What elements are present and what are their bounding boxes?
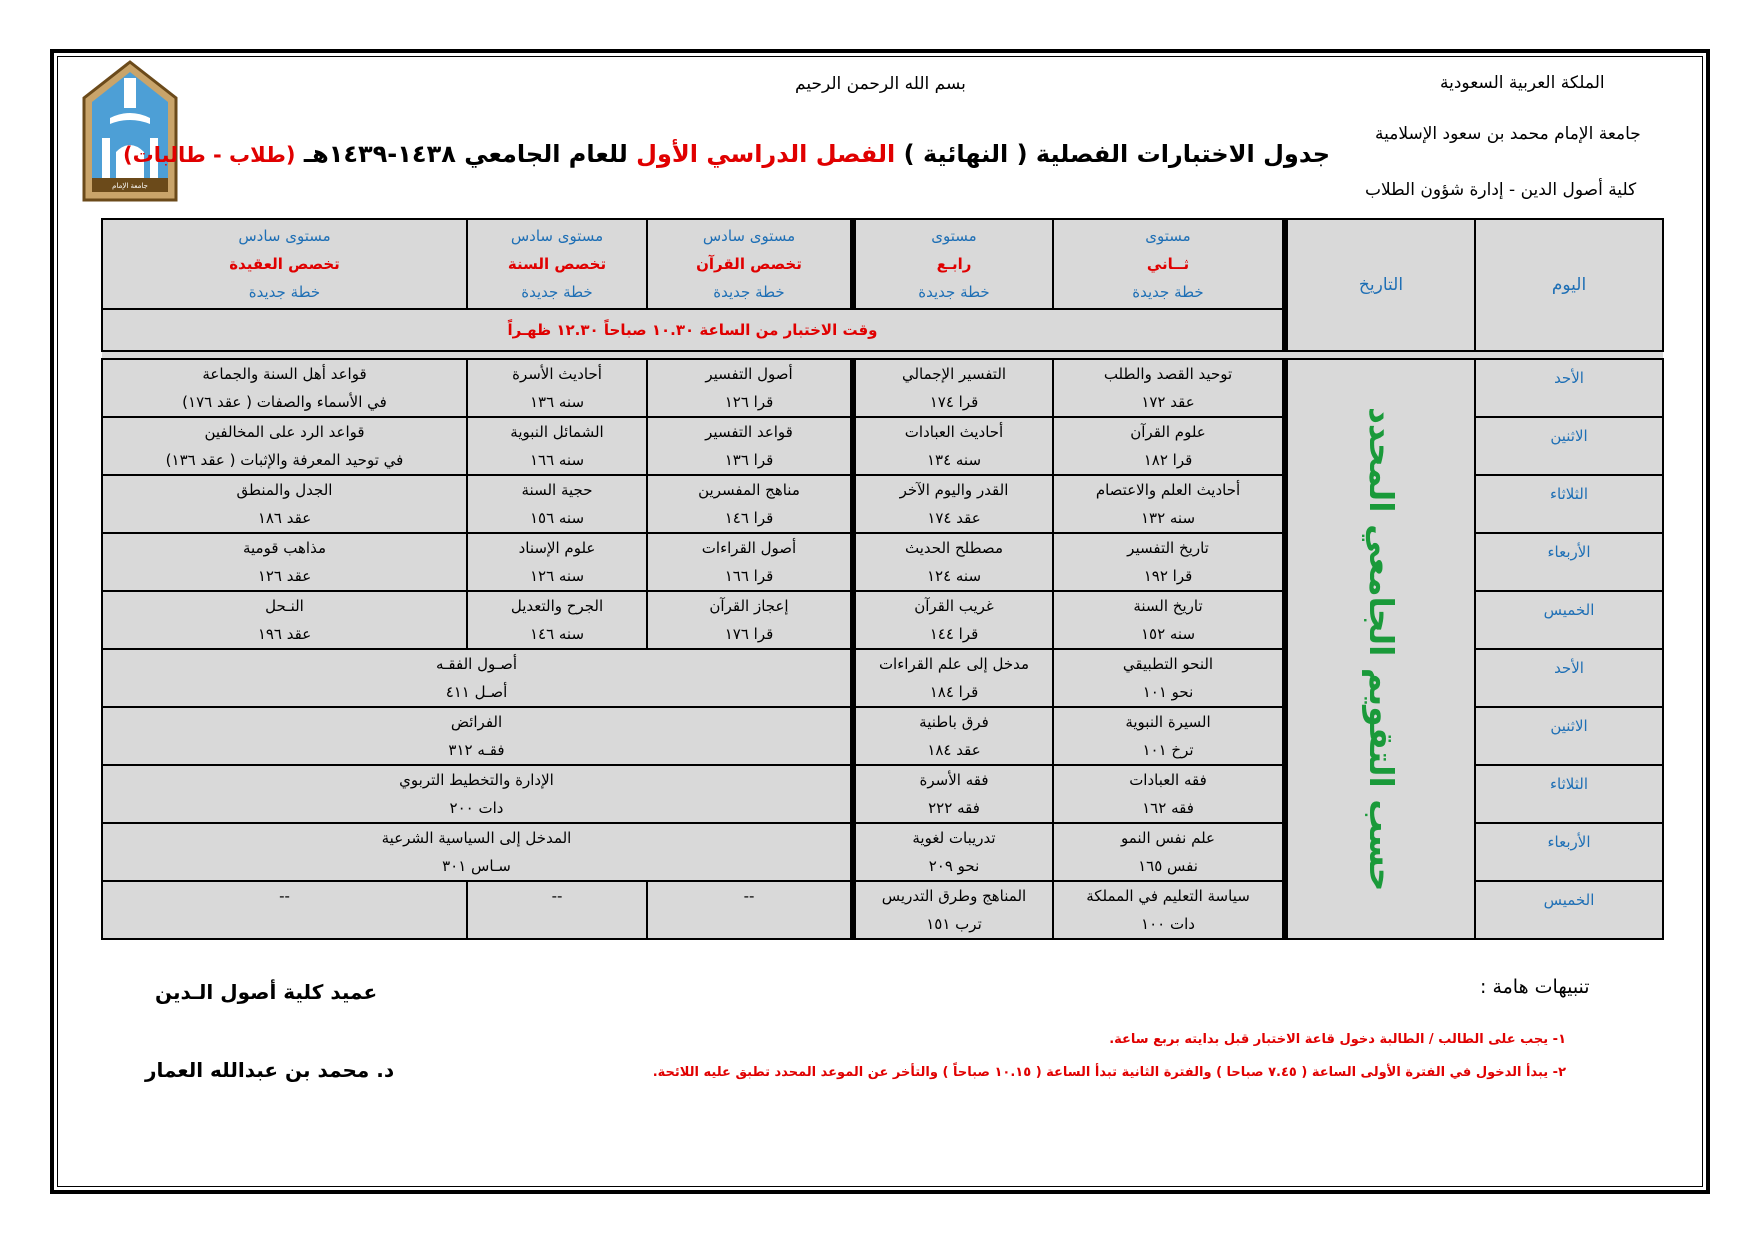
day-cell: الثلاثاء bbox=[1475, 765, 1663, 823]
level4-header bbox=[853, 219, 1053, 309]
course-name: مدخل إلى علم القراءات bbox=[878, 655, 1030, 673]
course-code: عقد ١٨٤ bbox=[927, 741, 981, 759]
aqeedah-l1: مستوى سادس bbox=[238, 227, 331, 245]
exam-cell bbox=[853, 359, 1053, 417]
course-code: ترب ١٥١ bbox=[926, 915, 982, 933]
course-name: أصـول الفقـه bbox=[435, 655, 518, 673]
exam-cell bbox=[853, 475, 1053, 533]
page-title bbox=[123, 140, 1330, 168]
course-name: التفسير الإجمالي bbox=[901, 365, 1007, 383]
exam-cell bbox=[102, 591, 467, 649]
course-name: فرق باطنية bbox=[919, 713, 989, 731]
course-name: السيرة النبوية bbox=[1125, 713, 1211, 731]
course-code: في الأسماء والصفات ( عقد ١٧٦) bbox=[182, 393, 387, 411]
course-code: دات ٢٠٠ bbox=[449, 799, 504, 817]
course-name: أحاديث الأسرة bbox=[512, 365, 602, 383]
exam-cell bbox=[467, 359, 647, 417]
dean-name: د. محمد بن عبدالله العمار bbox=[145, 1058, 395, 1082]
exam-cell bbox=[467, 533, 647, 591]
note-2: ٢- يبدأ الدخول في الفترة الأولى الساعة ( ٧.٤٥ صباحا ) والفترة الثانية تبدأ الساعة ( ١٠.١٥ صباحاً ) والتأخر عن الموعد المحدد تطبق عليه اللائحة. bbox=[652, 1065, 1566, 1080]
exam-cell bbox=[853, 417, 1053, 475]
course-name: علوم القرآن bbox=[1130, 423, 1206, 441]
exam-cell bbox=[853, 881, 1053, 939]
country-label: الملكة العربية السعودية bbox=[1440, 73, 1605, 93]
day-header: اليوم bbox=[1475, 219, 1663, 351]
aqeedah-l3: خطة جديدة bbox=[248, 283, 321, 301]
exam-cell bbox=[853, 533, 1053, 591]
quran-l2: تخصص القرآن bbox=[696, 255, 802, 273]
course-code: قرا ١٤٦ bbox=[724, 509, 774, 527]
sunnah-l3: خطة جديدة bbox=[521, 283, 593, 301]
course-code: قرا ١٨٤ bbox=[929, 683, 979, 701]
course-code: سنه ١٣٢ bbox=[1140, 509, 1196, 527]
course-name: تدريبات لغوية bbox=[912, 829, 996, 847]
course-code: قرا ١٢٦ bbox=[724, 393, 774, 411]
exam-time-bar: وقت الاختبار من الساعة ١٠.٣٠ صباحاً ١٢.٣٠ ظهـراً bbox=[102, 309, 1285, 351]
exam-cell bbox=[647, 475, 853, 533]
course-name: سياسة التعليم في المملكة bbox=[1086, 887, 1250, 905]
exam-cell bbox=[1053, 475, 1285, 533]
exam-cell bbox=[853, 591, 1053, 649]
title-part2: الفصل الدراسي الأول bbox=[636, 140, 896, 168]
course-code: سـاس ٣٠١ bbox=[442, 857, 511, 875]
course-code: فقه ٢٢٢ bbox=[928, 799, 980, 817]
course-name: الإدارة والتخطيط التربوي bbox=[399, 771, 554, 789]
course-code: قرا ١٦٦ bbox=[724, 567, 774, 585]
day-cell: الاثنين bbox=[1475, 707, 1663, 765]
quran-l3: خطة جديدة bbox=[713, 283, 785, 301]
exam-cell-empty: -- bbox=[647, 881, 853, 939]
exam-cell bbox=[1053, 765, 1285, 823]
exam-cell bbox=[1053, 823, 1285, 881]
exam-cell bbox=[853, 649, 1053, 707]
notes-heading: تنبيهات هامة : bbox=[1480, 976, 1590, 998]
exam-cell bbox=[467, 591, 647, 649]
date-cell bbox=[1285, 359, 1475, 939]
course-name: إعجاز القرآن bbox=[709, 597, 789, 615]
course-code: سنه ١٦٦ bbox=[529, 451, 585, 469]
university-label: جامعة الإمام محمد بن سعود الإسلامية bbox=[1375, 124, 1641, 144]
course-name: المناهج وطرق التدريس bbox=[881, 887, 1027, 905]
course-name: علوم الإسناد bbox=[518, 539, 596, 557]
course-name: فقه الأسرة bbox=[919, 771, 989, 789]
course-code: سنه ١٢٦ bbox=[529, 567, 585, 585]
aqeedah-l2: تخصص العقيدة bbox=[229, 255, 340, 273]
exam-cell bbox=[853, 765, 1053, 823]
course-name: الشمائل النبوية bbox=[510, 423, 604, 441]
course-code: عقد ١٨٦ bbox=[257, 509, 312, 527]
course-code: عقد ١٧٤ bbox=[927, 509, 981, 527]
day-cell: الثلاثاء bbox=[1475, 475, 1663, 533]
course-name: تاريخ التفسير bbox=[1127, 539, 1209, 557]
course-code: سنه ١٣٤ bbox=[926, 451, 982, 469]
date-vertical-text: حسب التقويم الجامعي المحدد bbox=[1362, 406, 1401, 892]
title-part3: للعام الجامعي ١٤٣٨-١٤٣٩هـ bbox=[303, 140, 628, 168]
exam-cell-merged bbox=[102, 707, 853, 765]
course-name: الجرح والتعديل bbox=[510, 597, 604, 615]
exam-cell bbox=[853, 823, 1053, 881]
quran-header bbox=[647, 219, 853, 309]
aqeedah-header bbox=[102, 219, 467, 309]
sunnah-l1: مستوى سادس bbox=[510, 227, 604, 245]
university-logo bbox=[80, 60, 180, 205]
header-row bbox=[102, 219, 1663, 309]
note-1: ١- يجب على الطالب / الطالبة دخول قاعة الاختبار قبل بدايته بربع ساعة. bbox=[1109, 1032, 1566, 1047]
quran-l1: مستوى سادس bbox=[702, 227, 796, 245]
course-code: نحو ٢٠٩ bbox=[928, 857, 980, 875]
course-name: فقه العبادات bbox=[1129, 771, 1207, 789]
course-name: المدخل إلى السياسية الشرعية bbox=[381, 829, 572, 847]
sunnah-l2: تخصص السنة bbox=[507, 255, 607, 273]
level2-header bbox=[1053, 219, 1285, 309]
exam-cell bbox=[1053, 533, 1285, 591]
course-code: قرا ١٨٢ bbox=[1143, 451, 1193, 469]
exam-cell bbox=[647, 591, 853, 649]
basmala: بسم الله الرحمن الرحيم bbox=[795, 74, 966, 94]
level4-l3: خطة جديدة bbox=[918, 283, 990, 301]
exam-cell bbox=[102, 475, 467, 533]
course-code: ترخ ١٠١ bbox=[1142, 741, 1194, 759]
course-code: نحو ١٠١ bbox=[1142, 683, 1194, 701]
day-cell: الخميس bbox=[1475, 881, 1663, 939]
exam-schedule-table bbox=[101, 218, 1664, 940]
exam-cell-empty: -- bbox=[102, 881, 467, 939]
exam-cell bbox=[1053, 359, 1285, 417]
course-name: مصطلح الحديث bbox=[905, 539, 1003, 557]
course-name: حجية السنة bbox=[521, 481, 593, 499]
course-code: في توحيد المعرفة والإثبات ( عقد ١٣٦) bbox=[165, 451, 404, 469]
exam-cell bbox=[647, 359, 853, 417]
exam-cell bbox=[102, 359, 467, 417]
course-code: سنه ١٥٦ bbox=[529, 509, 585, 527]
course-name: النـحل bbox=[265, 597, 304, 615]
course-code: أصـل ٤١١ bbox=[445, 683, 508, 701]
course-name: توحيد القصد والطلب bbox=[1103, 365, 1233, 383]
course-code: سنه ١٣٦ bbox=[529, 393, 585, 411]
course-code: سنه ١٢٤ bbox=[926, 567, 982, 585]
course-name: غريب القرآن bbox=[914, 597, 994, 615]
course-code: قرا ١٤٤ bbox=[929, 625, 979, 643]
course-name: القدر واليوم الآخر bbox=[899, 481, 1009, 499]
exam-cell bbox=[1053, 707, 1285, 765]
course-code: قرا ١٩٢ bbox=[1143, 567, 1193, 585]
course-code: فقه ١٦٢ bbox=[1142, 799, 1194, 817]
exam-cell-empty: -- bbox=[467, 881, 647, 939]
day-cell: الأربعاء bbox=[1475, 823, 1663, 881]
course-code: عقد ١٩٦ bbox=[257, 625, 312, 643]
course-code: نفس ١٦٥ bbox=[1138, 857, 1198, 875]
dean-title: عميد كلية أصول الـدين bbox=[155, 980, 378, 1004]
course-name: علم نفس النمو bbox=[1120, 829, 1215, 847]
course-code: فقـه ٣١٢ bbox=[448, 741, 505, 759]
exam-cell bbox=[1053, 591, 1285, 649]
exam-cell bbox=[102, 533, 467, 591]
exam-cell-merged bbox=[102, 765, 853, 823]
level2-l2: ثــاني bbox=[1146, 255, 1190, 273]
exam-cell-merged bbox=[102, 823, 853, 881]
course-name: قواعد أهل السنة والجماعة bbox=[202, 365, 367, 383]
course-code: عقد ١٢٦ bbox=[257, 567, 312, 585]
course-name: أحاديث العلم والاعتصام bbox=[1095, 481, 1241, 499]
exam-cell bbox=[853, 707, 1053, 765]
spacer-row bbox=[102, 351, 1663, 359]
exam-cell bbox=[1053, 417, 1285, 475]
course-name: قواعد الرد على المخالفين bbox=[204, 423, 365, 441]
course-name: مناهج المفسرين bbox=[698, 481, 800, 499]
day-cell: الاثنين bbox=[1475, 417, 1663, 475]
course-code: قرا ١٣٦ bbox=[724, 451, 774, 469]
exam-cell bbox=[1053, 881, 1285, 939]
course-name: النحو التطبيقي bbox=[1122, 655, 1214, 673]
title-part1: جدول الاختبارات الفصلية ( النهائية ) bbox=[903, 140, 1330, 168]
college-label: كلية أصول الدين - إدارة شؤون الطلاب bbox=[1365, 180, 1637, 200]
level2-l1: مستوى bbox=[1145, 227, 1191, 245]
exam-cell bbox=[467, 417, 647, 475]
spacer bbox=[102, 351, 1663, 359]
course-code: قرا ١٧٦ bbox=[724, 625, 774, 643]
title-tag: (طلاب - طالبات) bbox=[123, 143, 296, 167]
course-name: أصول التفسير bbox=[705, 365, 793, 383]
sunnah-header bbox=[467, 219, 647, 309]
exam-cell bbox=[647, 533, 853, 591]
course-name: أحاديث العبادات bbox=[904, 423, 1004, 441]
level4-l1: مستوى bbox=[931, 227, 977, 245]
exam-cell-merged bbox=[102, 649, 853, 707]
course-name: الفرائض bbox=[450, 713, 503, 731]
date-header: التاريخ bbox=[1285, 219, 1475, 351]
course-name: أصول القراءات bbox=[701, 539, 797, 557]
day-cell: الخميس bbox=[1475, 591, 1663, 649]
level2-l3: خطة جديدة bbox=[1132, 283, 1204, 301]
day-cell: الأحد bbox=[1475, 649, 1663, 707]
course-code: دات ١٠٠ bbox=[1141, 915, 1195, 933]
level4-l2: رابـع bbox=[936, 255, 972, 273]
day-cell: الأحد bbox=[1475, 359, 1663, 417]
svg-text:جامعة الإمام: جامعة الإمام bbox=[112, 182, 148, 190]
course-name: مذاهب قومية bbox=[242, 539, 326, 557]
exam-cell bbox=[647, 417, 853, 475]
course-code: سنه ١٥٢ bbox=[1140, 625, 1196, 643]
course-name: قواعد التفسير bbox=[705, 423, 793, 441]
exam-cell bbox=[467, 475, 647, 533]
exam-cell bbox=[102, 417, 467, 475]
table-row bbox=[102, 359, 1663, 417]
course-name: تاريخ السنة bbox=[1133, 597, 1203, 615]
course-code: قرا ١٧٤ bbox=[929, 393, 979, 411]
course-code: سنه ١٤٦ bbox=[529, 625, 585, 643]
day-cell: الأربعاء bbox=[1475, 533, 1663, 591]
exam-cell bbox=[1053, 649, 1285, 707]
course-name: الجدل والمنطق bbox=[236, 481, 333, 499]
course-code: عقد ١٧٢ bbox=[1141, 393, 1195, 411]
